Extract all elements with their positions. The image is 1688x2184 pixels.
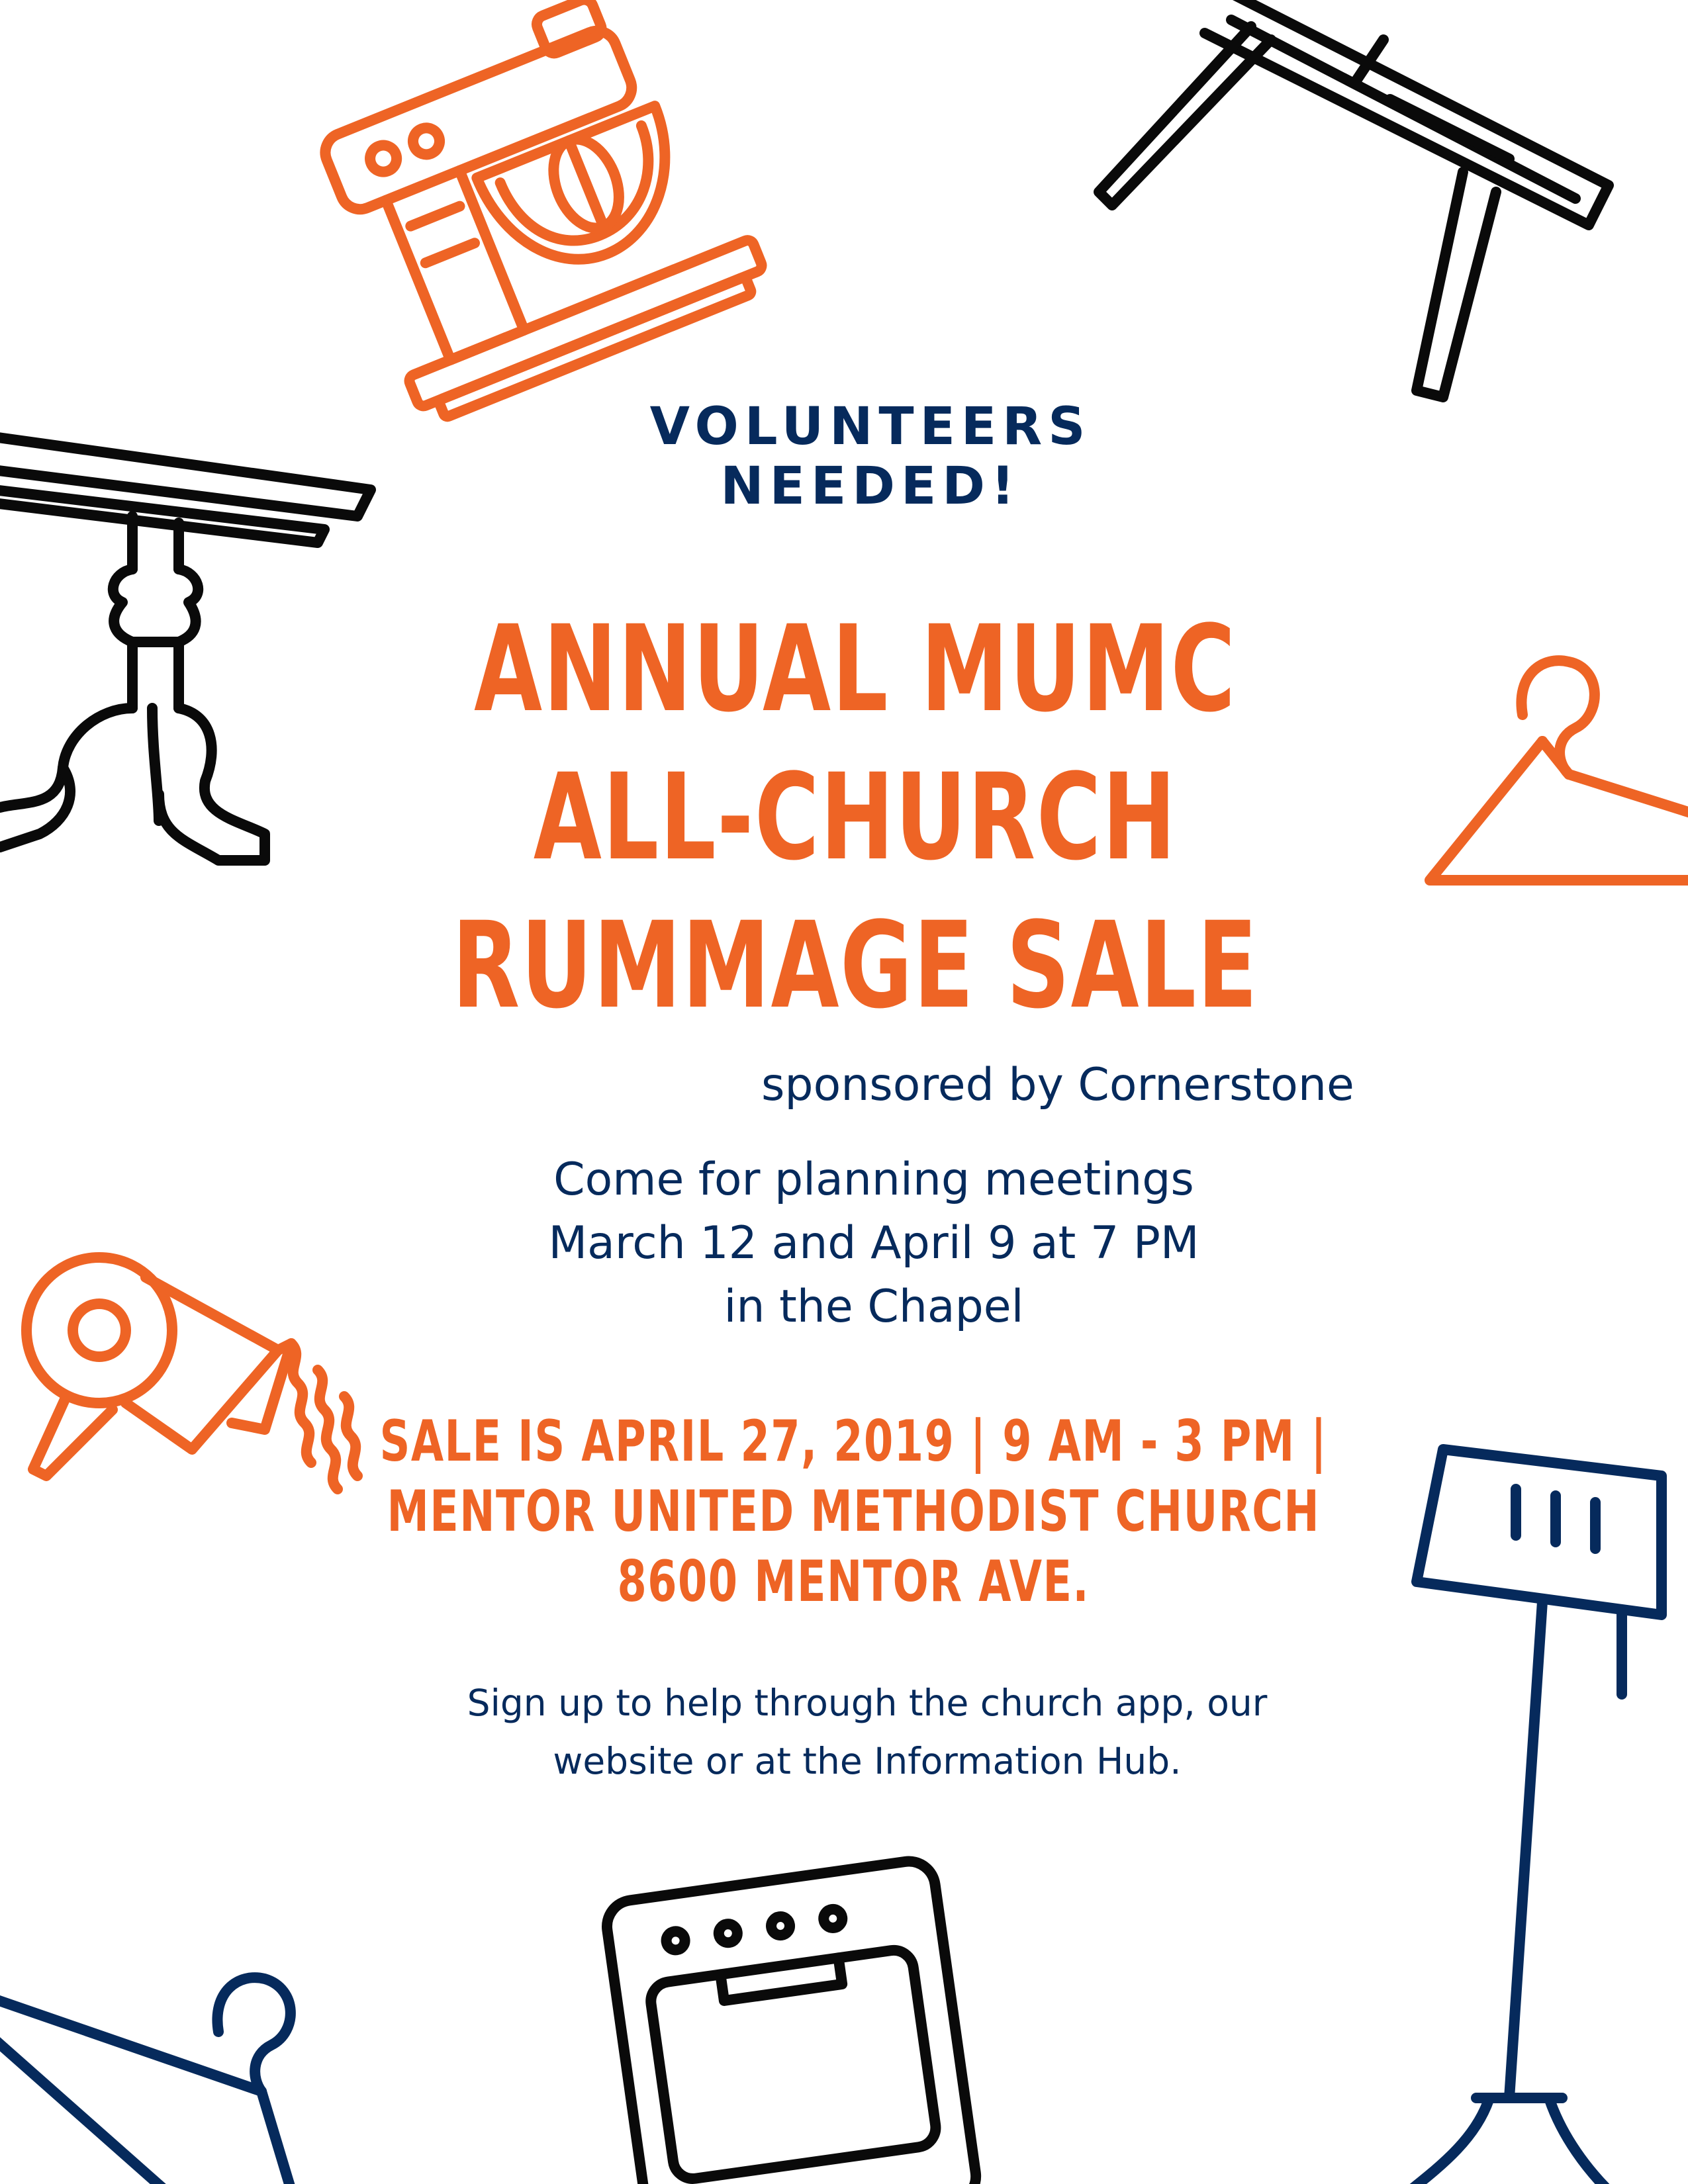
sale-location: MENTOR UNITED METHODIST CHURCH [387,1479,1321,1545]
title-line-2: ALL-CHURCH [533,749,1177,887]
sale-date-time: SALE IS APRIL 27, 2019 | 9 AM - 3 PM | [379,1408,1328,1475]
sale-address: 8600 MENTOR AVE. [617,1549,1090,1615]
stand-mixer-icon [311,0,788,404]
signup-line-2: website or at the Information Hub. [553,1740,1182,1782]
meetings-line-3: in the Chapel [724,1281,1024,1333]
title-line-1: ANNUAL MUMC [474,600,1237,739]
side-table-icon [1072,0,1622,430]
sponsor-text: sponsored by Cornerstone [761,1059,1354,1111]
clothes-hanger-icon [0,1952,344,2184]
title-line-3: RUMMAGE SALE [451,897,1259,1035]
volunteers-needed-heading: VOLUNTEERS NEEDED! [649,397,1092,516]
oven-icon [583,1827,993,2184]
meetings-line-2: March 12 and April 9 at 7 PM [548,1217,1199,1269]
signup-line-1: Sign up to help through the church app, our [467,1682,1268,1724]
meetings-line-1: Come for planning meetings [553,1154,1194,1206]
